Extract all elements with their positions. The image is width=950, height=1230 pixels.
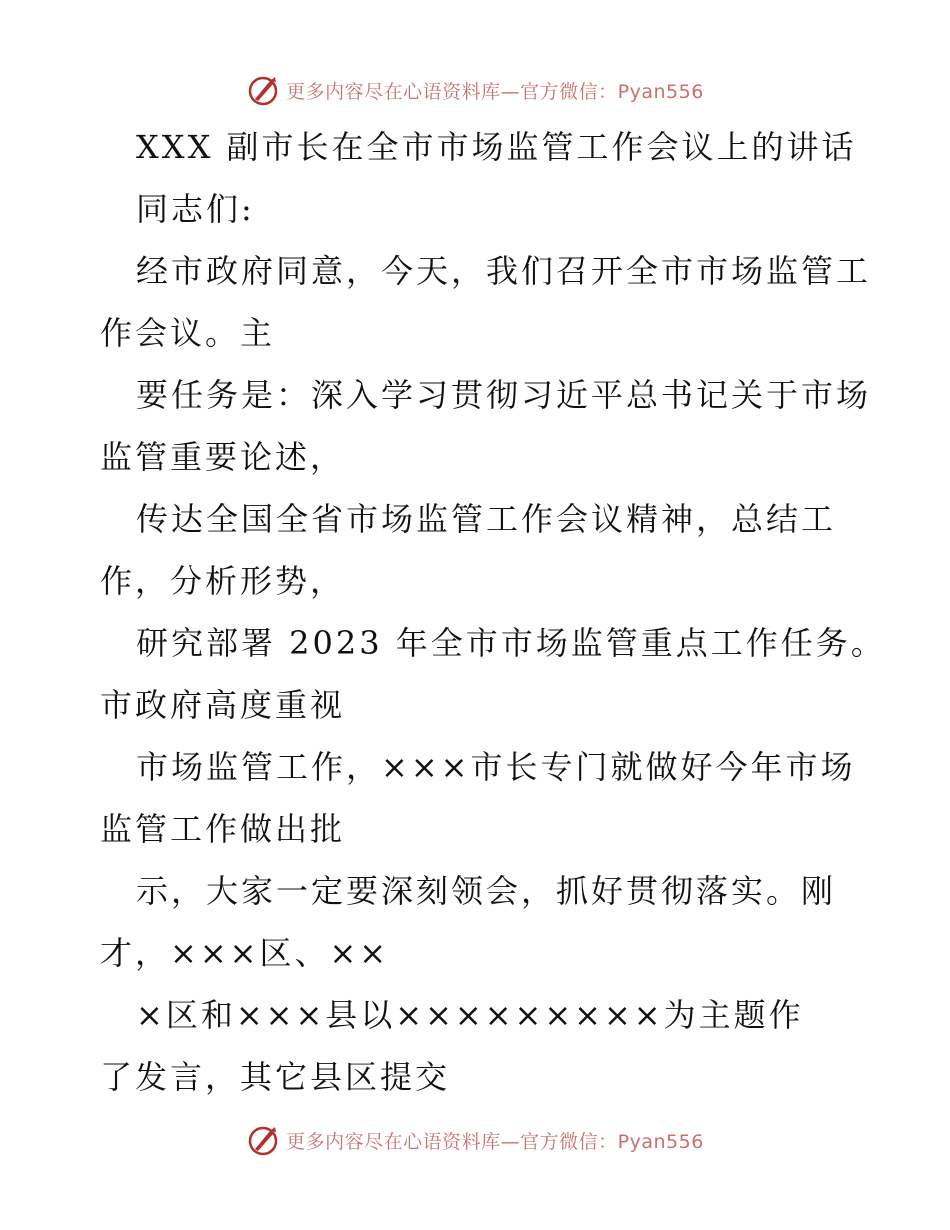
header-watermark-banner	[0, 70, 950, 110]
quill-pen-logo-icon	[246, 73, 280, 107]
paragraph-line: 研究部署 2023 年全市市场监管重点工作任务。 市政府高度重视	[100, 624, 886, 724]
paragraph-line: 要任务是：深入学习贯彻习近平总书记关于市场 监管重要论述，	[100, 376, 872, 476]
paragraph-line: 市场监管工作，×××市长专门就做好今年市场 监管工作做出批	[100, 748, 856, 848]
quill-pen-logo-icon	[246, 1123, 280, 1157]
footer-watermark-banner	[0, 1120, 950, 1160]
paragraph-line: 传达全国全省市场监管工作会议精神，总结工 作，分析形势，	[100, 500, 837, 600]
paragraph-line: 经市政府同意，今天，我们召开全市市场监管工 作会议。主	[100, 252, 872, 352]
paragraph-line: 示，大家一定要深刻领会，抓好贯彻落实。刚 才，×××区、××	[100, 872, 837, 972]
speech-title: XXX 副市长在全市市场监管工作会议上的讲话	[136, 128, 857, 166]
watermark-text: 更多内容尽在心语资料库—官方微信：Pyan556	[286, 80, 704, 103]
salutation: 同志们:	[136, 190, 255, 228]
paragraph-line: ×区和×××县以×××××××××为主题作 了发言，其它县区提交	[100, 996, 804, 1096]
watermark-text: 更多内容尽在心语资料库—官方微信：Pyan556	[286, 1130, 704, 1153]
document-body	[100, 116, 886, 1108]
